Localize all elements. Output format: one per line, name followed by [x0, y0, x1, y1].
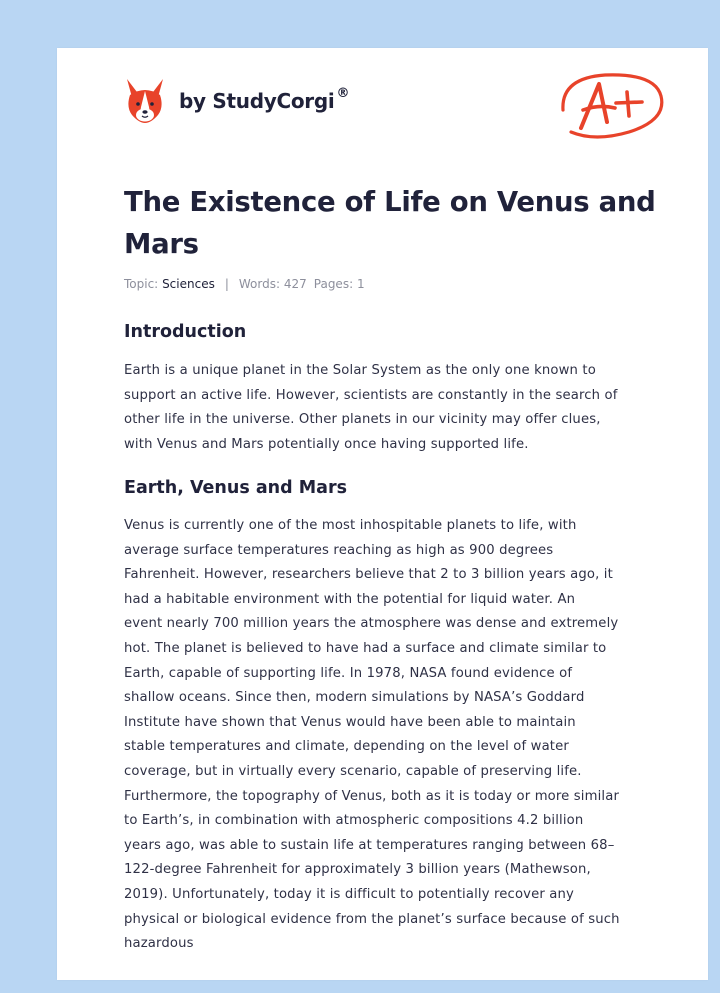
a-plus-grade-icon — [553, 70, 669, 144]
text-line: years ago, was able to sustain life at temperatures ranging between 68– — [124, 837, 615, 853]
text-line: Institute have shown that Venus would have been able to maintain — [124, 714, 576, 730]
words-label: Words: — [238, 277, 281, 291]
text-line: Furthermore, the topography of Venus, both as it is today or more similar — [124, 788, 620, 804]
meta-separator: | — [224, 277, 229, 291]
section-heading-introduction: Introduction — [124, 322, 247, 342]
words-value: 427 — [283, 277, 307, 291]
text-line: shallow oceans. Since then, modern simulations by NASA’s Goddard — [124, 690, 585, 706]
text-line: coverage, but in virtually every scenario, capable of preserving life. — [124, 763, 582, 779]
text-line: 2019). Unfortunately, today it is difficult to potentially recover any — [124, 886, 574, 902]
text-line: other life in the universe. Other planets in our vicinity may offer clues, — [124, 412, 601, 428]
corgi-logo-icon — [124, 77, 166, 125]
text-line: physical or biological evidence from the planet’s surface because of such — [124, 911, 620, 927]
registered-mark: ® — [336, 86, 350, 101]
text-line: Fahrenheit. However, researchers believe that 2 to 3 billion years ago, it — [124, 567, 613, 583]
text-line: 122-degree Fahrenheit for approximately 3 billion years (Mathewson, — [124, 862, 591, 878]
topic-link[interactable]: Sciences — [162, 277, 215, 291]
text-line: average surface temperatures reaching as high as 900 degrees — [124, 542, 554, 558]
article-meta — [124, 277, 365, 291]
text-line: had a habitable environment with the potential for liquid water. An — [124, 591, 576, 607]
text-line: hazardous — [124, 936, 194, 952]
text-line: with Venus and Mars potentially once having supported life. — [124, 436, 529, 452]
text-line: to Earth’s, in combination with atmospheric compositions 4.2 billion — [124, 813, 584, 829]
page-title: The Existence of Life on Venus and Mars — [124, 186, 656, 260]
text-line: Earth is a unique planet in the Solar System as the only one known to — [124, 363, 596, 378]
brand-name: by StudyCorgi ® — [179, 86, 350, 113]
paragraph-introduction — [124, 359, 656, 457]
paragraph-earth-venus-mars — [124, 514, 656, 957]
text-line: support an active life. However, scientists are constantly in the search of — [124, 387, 618, 403]
text-line: hot. The planet is believed to have had a surface and climate similar to — [124, 640, 607, 656]
document-page — [57, 48, 708, 980]
pages-label: Pages: — [313, 277, 354, 291]
text-line: event nearly 700 million years the atmosphere was dense and extremely — [124, 616, 619, 632]
text-line: Earth, capable of supporting life. In 1978, NASA found evidence of — [124, 665, 573, 681]
text-line: Venus is currently one of the most inhospitable planets to life, with — [124, 518, 577, 533]
topic-label: Topic: — [124, 277, 159, 291]
section-heading-earth-venus-mars: Earth, Venus and Mars — [124, 478, 347, 498]
brand-logo-link[interactable] — [124, 77, 349, 125]
text-line: stable temperatures and climate, depending on the level of water — [124, 739, 569, 755]
pages-value: 1 — [356, 277, 365, 291]
